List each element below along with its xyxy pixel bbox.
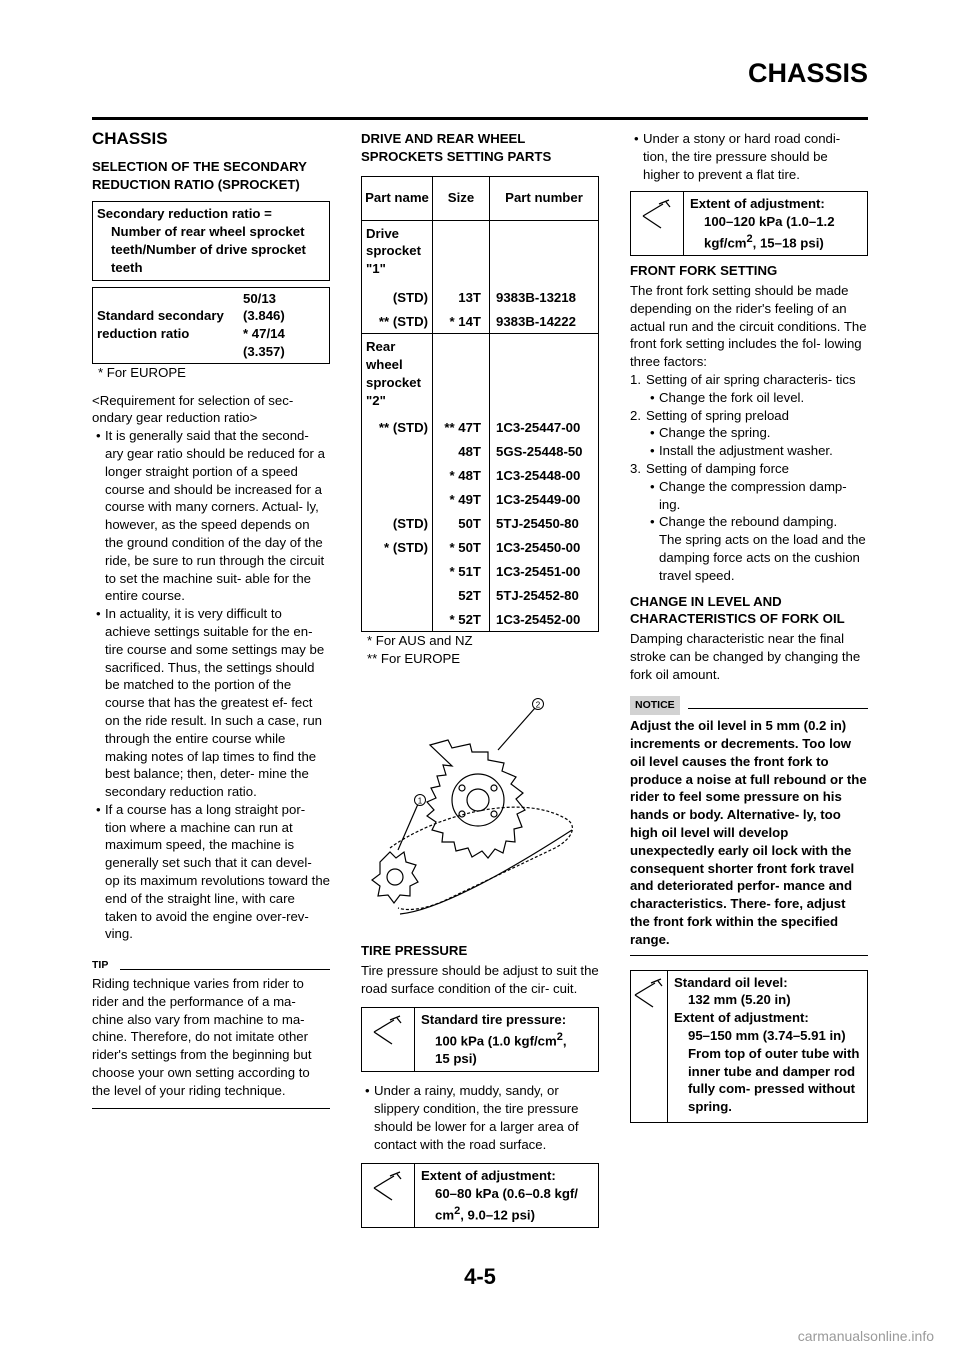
bullet-item: • In actuality, it is very difficult to achieve settings suitable for the en- tire course and some settings may be sacrificed. Thus, the settings should be matched to the portion of the course that has the greatest ef- fect on the ride result. In such a case, run through the entire course while making notes of lap times to find the best balance; then, deter- mine the secondary reduction ratio. xyxy=(92,605,330,801)
bullet-item: • Change the fork oil level. xyxy=(646,389,868,407)
spec-box-oil-level: Standard oil level: 132 mm (5.20 in) Extent of adjustment: 95–150 mm (3.74–5.91 in) From top of outer tube with inner tube and damper rod fully com- pressed without spring. xyxy=(630,970,868,1123)
table-row: Rear wheel sprocket "2" xyxy=(362,334,599,416)
tire-pressure-section xyxy=(361,942,599,1228)
table-row: 52T 5TJ-25452-80 xyxy=(362,584,599,608)
list-item: 1. Setting of air spring characteris- tics xyxy=(630,371,856,387)
column-middle xyxy=(361,130,599,668)
table-row: * 51T 1C3-25451-00 xyxy=(362,560,599,584)
rear-sprocket-icon xyxy=(427,740,525,858)
table-row: 48T 5GS-25448-50 xyxy=(362,440,599,464)
table-row: * 49T 1C3-25449-00 xyxy=(362,488,599,512)
subsection-heading: SELECTION OF THE SECONDARY REDUCTION RATIO (SPROCKET) xyxy=(92,158,307,192)
subsection-heading: DRIVE AND REAR WHEEL SPROCKETS SETTING PARTS xyxy=(361,131,552,164)
notice-header xyxy=(630,696,868,716)
tip-end-rule xyxy=(92,1108,330,1109)
notice-text: Adjust the oil level in 5 mm (0.2 in) increments or decrements. Too low oil level causes the front fork to produce a noise at full rebound or the rider to feel some pressure on his hands or body. Alternative- ly, too high oil level will develop unexpectedly early oil lock with the consequent shorter front fork travel and deteriorated perfor- mance and characteristics. There- fore, adjust the front fork within the specified range. xyxy=(630,718,867,947)
bullet-item: • Install the adjustment washer. xyxy=(646,442,868,460)
tip-header xyxy=(92,957,330,975)
body-text: Tire pressure should be adjust to suit the road surface condition of the cir- cuit. xyxy=(361,962,599,996)
page-number: 4-5 xyxy=(464,1264,496,1289)
footnote: * For AUS and NZ xyxy=(367,633,473,649)
body-text: The front fork setting should be made depending on the rider's feeling of an actual run and the circuit conditions. The front fork setting includes the fol- lowing three factors: xyxy=(630,282,867,370)
spec-box-extent-stony: Extent of adjustment: 100–120 kPa (1.0–1.2 kgf/$cm^2$, 15–18 psi) xyxy=(630,191,868,256)
table-row: Drive sprocket "1" xyxy=(362,220,599,286)
bullet-item: • Under a rainy, muddy, sandy, or slippery condition, the tire pressure should be lower for a larger area of contact with the road surface. xyxy=(361,1082,599,1153)
footnote: ** For EUROPE xyxy=(367,650,461,666)
list-item: 2. Setting of spring preload xyxy=(630,407,789,423)
list-item: 3. Setting of damping force xyxy=(630,460,789,476)
subsection-heading: TIRE PRESSURE xyxy=(361,943,468,958)
wrench-icon xyxy=(362,1164,415,1227)
spec-box-extent-tire: Extent of adjustment: 60–80 kPa (0.6–0.8 kgf/ $cm^2$, 9.0–12 psi) xyxy=(361,1163,599,1228)
spec-box-standard-tire: Standard tire pressure: 100 kPa (1.0 kgf/$cm^2$, 15 psi) xyxy=(361,1007,599,1072)
drive-sprocket-icon xyxy=(372,852,418,903)
bullet-item: • Change the rebound damping. xyxy=(646,513,868,531)
body-text: The spring acts on the load and the damping force acts on the cushion travel speed. xyxy=(659,532,866,583)
column-right xyxy=(630,130,868,1123)
table-row: (STD) 13T 9383B-13218 xyxy=(362,286,599,310)
sprocket-chain-illustration xyxy=(370,690,580,930)
body-text: Damping characteristic near the final stroke can be changed by changing the fork oil amount. xyxy=(630,631,861,682)
notice-label: NOTICE xyxy=(630,696,680,716)
sprocket-parts-table xyxy=(361,176,599,633)
section-heading: CHASSIS xyxy=(92,129,168,148)
callout-label: 1 xyxy=(417,796,423,806)
wrench-icon xyxy=(631,192,684,255)
table-row: * (STD) * 50T 1C3-25450-00 xyxy=(362,536,599,560)
bullet-item: • Change the spring. xyxy=(646,424,868,442)
table-row: (STD) 50T 5TJ-25450-80 xyxy=(362,512,599,536)
table-row: * 48T 1C3-25448-00 xyxy=(362,464,599,488)
requirement-text: <Requirement for selection of sec- ondary gear reduction ratio> xyxy=(92,392,294,426)
bullet-item: • Change the compression damp- ing. xyxy=(646,478,868,514)
standard-ratio-table: Standard secondary reduction ratio 50/13 (3.846) * 47/14 (3.357) xyxy=(92,287,330,364)
chain-icon xyxy=(390,807,572,909)
wrench-icon xyxy=(362,1008,415,1071)
tip-text: Riding technique varies from rider to rider and the performance of a ma- chine also vary from machine to ma- chine. Therefore, do not imitate other rider's settings from the beginning but choose your own setting according to the level of your riding technique. xyxy=(92,976,312,1098)
watermark: carmanualsonline.info xyxy=(797,1328,934,1344)
ratio-definition-box: Secondary reduction ratio = Number of rear wheel sprocket teeth/Number of drive sprocket teeth xyxy=(92,201,330,280)
footnote: * For EUROPE xyxy=(98,364,186,380)
table-header-row: Part name Size Part number xyxy=(362,176,599,220)
callout-label: 2 xyxy=(535,700,541,710)
wrench-icon xyxy=(631,971,668,1122)
bullet-item: • It is generally said that the second- ary gear ratio should be reduced for a longer straight portion of a speed course and should be increased for a course with many corners. Actual- ly, however, as the speed depends on the ground condition of the day of the ride, be sure to run through the circuit to set the machine suit- able for the entire course. xyxy=(92,427,330,605)
tip-label: TIP xyxy=(92,959,109,972)
column-left xyxy=(92,130,330,1109)
bullet-item: • Under a stony or hard road condi- tion, the tire pressure should be higher to prevent a flat tire. xyxy=(630,130,868,183)
notice-end-rule xyxy=(630,955,868,956)
page-header-title: CHASSIS xyxy=(747,58,868,88)
subsection-heading: CHANGE IN LEVEL AND CHARACTERISTICS OF FORK OIL xyxy=(630,593,845,627)
table-row: ** (STD) * 14T 9383B-14222 xyxy=(362,310,599,334)
bullet-item: • If a course has a long straight por- tion where a machine can run at maximum speed, the machine is generally set such that it can devel- op its maximum revolutions toward the end of the straight line, with care taken to avoid the engine over-rev- ving. xyxy=(92,801,330,943)
table-row: * 52T 1C3-25452-00 xyxy=(362,608,599,632)
table-row: ** (STD) ** 47T 1C3-25447-00 xyxy=(362,416,599,440)
header-rule xyxy=(92,117,868,120)
subsection-heading: FRONT FORK SETTING xyxy=(630,263,778,279)
